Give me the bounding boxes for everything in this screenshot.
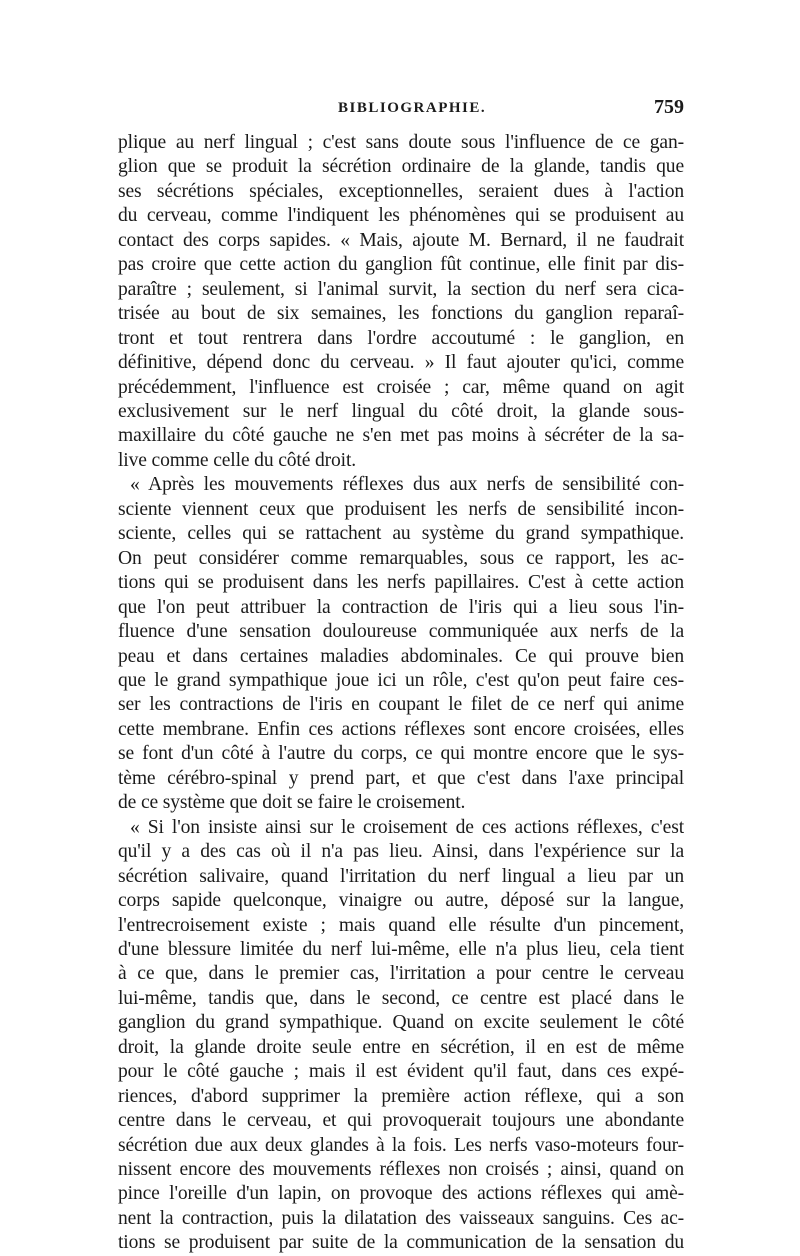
text-line: que l'on peut attribuer la contraction de l'iris qui a lieu sous l'in- <box>118 596 684 618</box>
text-line: riences, d'abord supprimer la première action réflexe, qui a son <box>118 1085 684 1107</box>
page-number: 759 <box>654 96 684 118</box>
text-line: que le grand sympathique joue ici un rôle, c'est qu'on peut faire ces- <box>118 669 684 691</box>
text-line: nissent encore des mouvements réflexes non croisés ; ainsi, quand on <box>118 1159 684 1181</box>
text-line: corps sapide quelconque, vinaigre ou autre, déposé sur la langue, <box>118 890 684 912</box>
text-line: sciente, celles qui se rattachent au système du grand sympathique. <box>118 523 684 545</box>
text-line: sécrétion due aux deux glandes à la fois. Les nerfs vaso-moteurs four- <box>118 1134 684 1156</box>
text-line: du cerveau, comme l'indiquent les phénomènes qui se produisent au <box>118 205 684 227</box>
text-line: pince l'oreille d'un lapin, on provoque des actions réflexes qui amè- <box>118 1183 684 1205</box>
text-line: qu'il y a des cas où il n'a pas lieu. Ainsi, dans l'expérience sur la <box>118 841 684 863</box>
text-line: fluence d'une sensation douloureuse communiquée aux nerfs de la <box>118 621 684 643</box>
text-line: ganglion du grand sympathique. Quand on excite seulement le côté <box>118 1012 684 1034</box>
text-line: maxillaire du côté gauche ne s'en met pas moins à sécréter de la sa- <box>118 425 684 447</box>
text-line: cette membrane. Enfin ces actions réflexes sont encore croisées, elles <box>118 718 684 740</box>
text-line: ses sécrétions spéciales, exceptionnelles, seraient dues à l'action <box>118 180 684 202</box>
paragraph-end-line: live comme celle du côté droit. <box>118 449 357 471</box>
text-line: trisée au bout de six semaines, les fonctions du ganglion reparaî- <box>118 303 684 325</box>
text-line: exclusivement sur le nerf lingual du côté droit, la glande sous- <box>118 400 684 422</box>
text-line: droit, la glande droite seule entre en sécrétion, il en est de même <box>118 1036 684 1058</box>
text-line: plique au nerf lingual ; c'est sans doute sous l'influence de ce gan- <box>118 132 684 153</box>
text-line: glion que se produit la sécrétion ordinaire de la glande, tandis que <box>118 156 684 178</box>
text-line: pour le côté gauche ; mais il est évident qu'il faut, dans ces expé- <box>118 1061 684 1083</box>
text-line: précédemment, l'influence est croisée ; car, même quand on agit <box>118 376 684 398</box>
text-line: lui-même, tandis que, dans le second, ce centre est placé dans le <box>118 987 684 1009</box>
paragraph-start-line: « Après les mouvements réflexes dus aux nerfs de sensibilité con- <box>130 474 684 496</box>
text-line: tème cérébro-spinal y prend part, et que c'est dans l'axe principal <box>118 767 684 789</box>
text-line: tions se produisent par suite de la communication de la sensation du <box>118 1232 684 1254</box>
text-line: paraître ; seulement, si l'animal survit, la section du nerf sera cica- <box>118 278 684 300</box>
text-line: définitive, dépend donc du cerveau. » Il faut ajouter qu'ici, comme <box>118 352 684 374</box>
text-line: contact des corps sapides. « Mais, ajoute M. Bernard, il ne faudrait <box>118 229 684 251</box>
text-line: tions qui se produisent dans les nerfs papillaires. C'est à cette action <box>118 572 684 594</box>
text-line: tront et tout rentrera dans l'ordre accoutumé : le ganglion, en <box>118 327 684 349</box>
text-line: sciente viennent ceux que produisent les nerfs de sensibilité incon- <box>118 498 684 520</box>
paragraph-start-line: « Si l'on insiste ainsi sur le croisement de ces actions réflexes, c'est <box>130 816 684 838</box>
text-line: pas croire que cette action du ganglion fût continue, elle finit par dis- <box>118 254 684 276</box>
text-line: se font d'un côté à l'autre du corps, ce qui montre encore que le sys- <box>118 743 684 765</box>
page-header <box>118 96 684 124</box>
running-title: BIBLIOGRAPHIE. <box>338 100 487 116</box>
text-line: sécrétion salivaire, quand l'irritation du nerf lingual a lieu par un <box>118 865 684 887</box>
text-line: à ce que, dans le premier cas, l'irritation a pour centre le cerveau <box>118 963 684 985</box>
text-line: l'entrecroisement existe ; mais quand elle résulte d'un pincement, <box>118 914 684 936</box>
text-line: d'une blessure limitée du nerf lui-même, elle n'a plus lieu, cela tient <box>118 938 684 960</box>
text-line: peau et dans certaines maladies abdominales. Ce qui prouve bien <box>118 645 684 667</box>
text-line: nent la contraction, puis la dilatation des vaisseaux sanguins. Ces ac- <box>118 1207 684 1229</box>
text-line: ser les contractions de l'iris en coupant le filet de ce nerf qui anime <box>118 694 684 716</box>
paragraph-end-line: de ce système que doit se faire le croisement. <box>118 792 466 814</box>
text-line: centre dans le cerveau, et qui provoquerait toujours une abondante <box>118 1110 684 1132</box>
body-text <box>118 131 684 1256</box>
text-line: On peut considérer comme remarquables, sous ce rapport, les ac- <box>118 547 684 569</box>
